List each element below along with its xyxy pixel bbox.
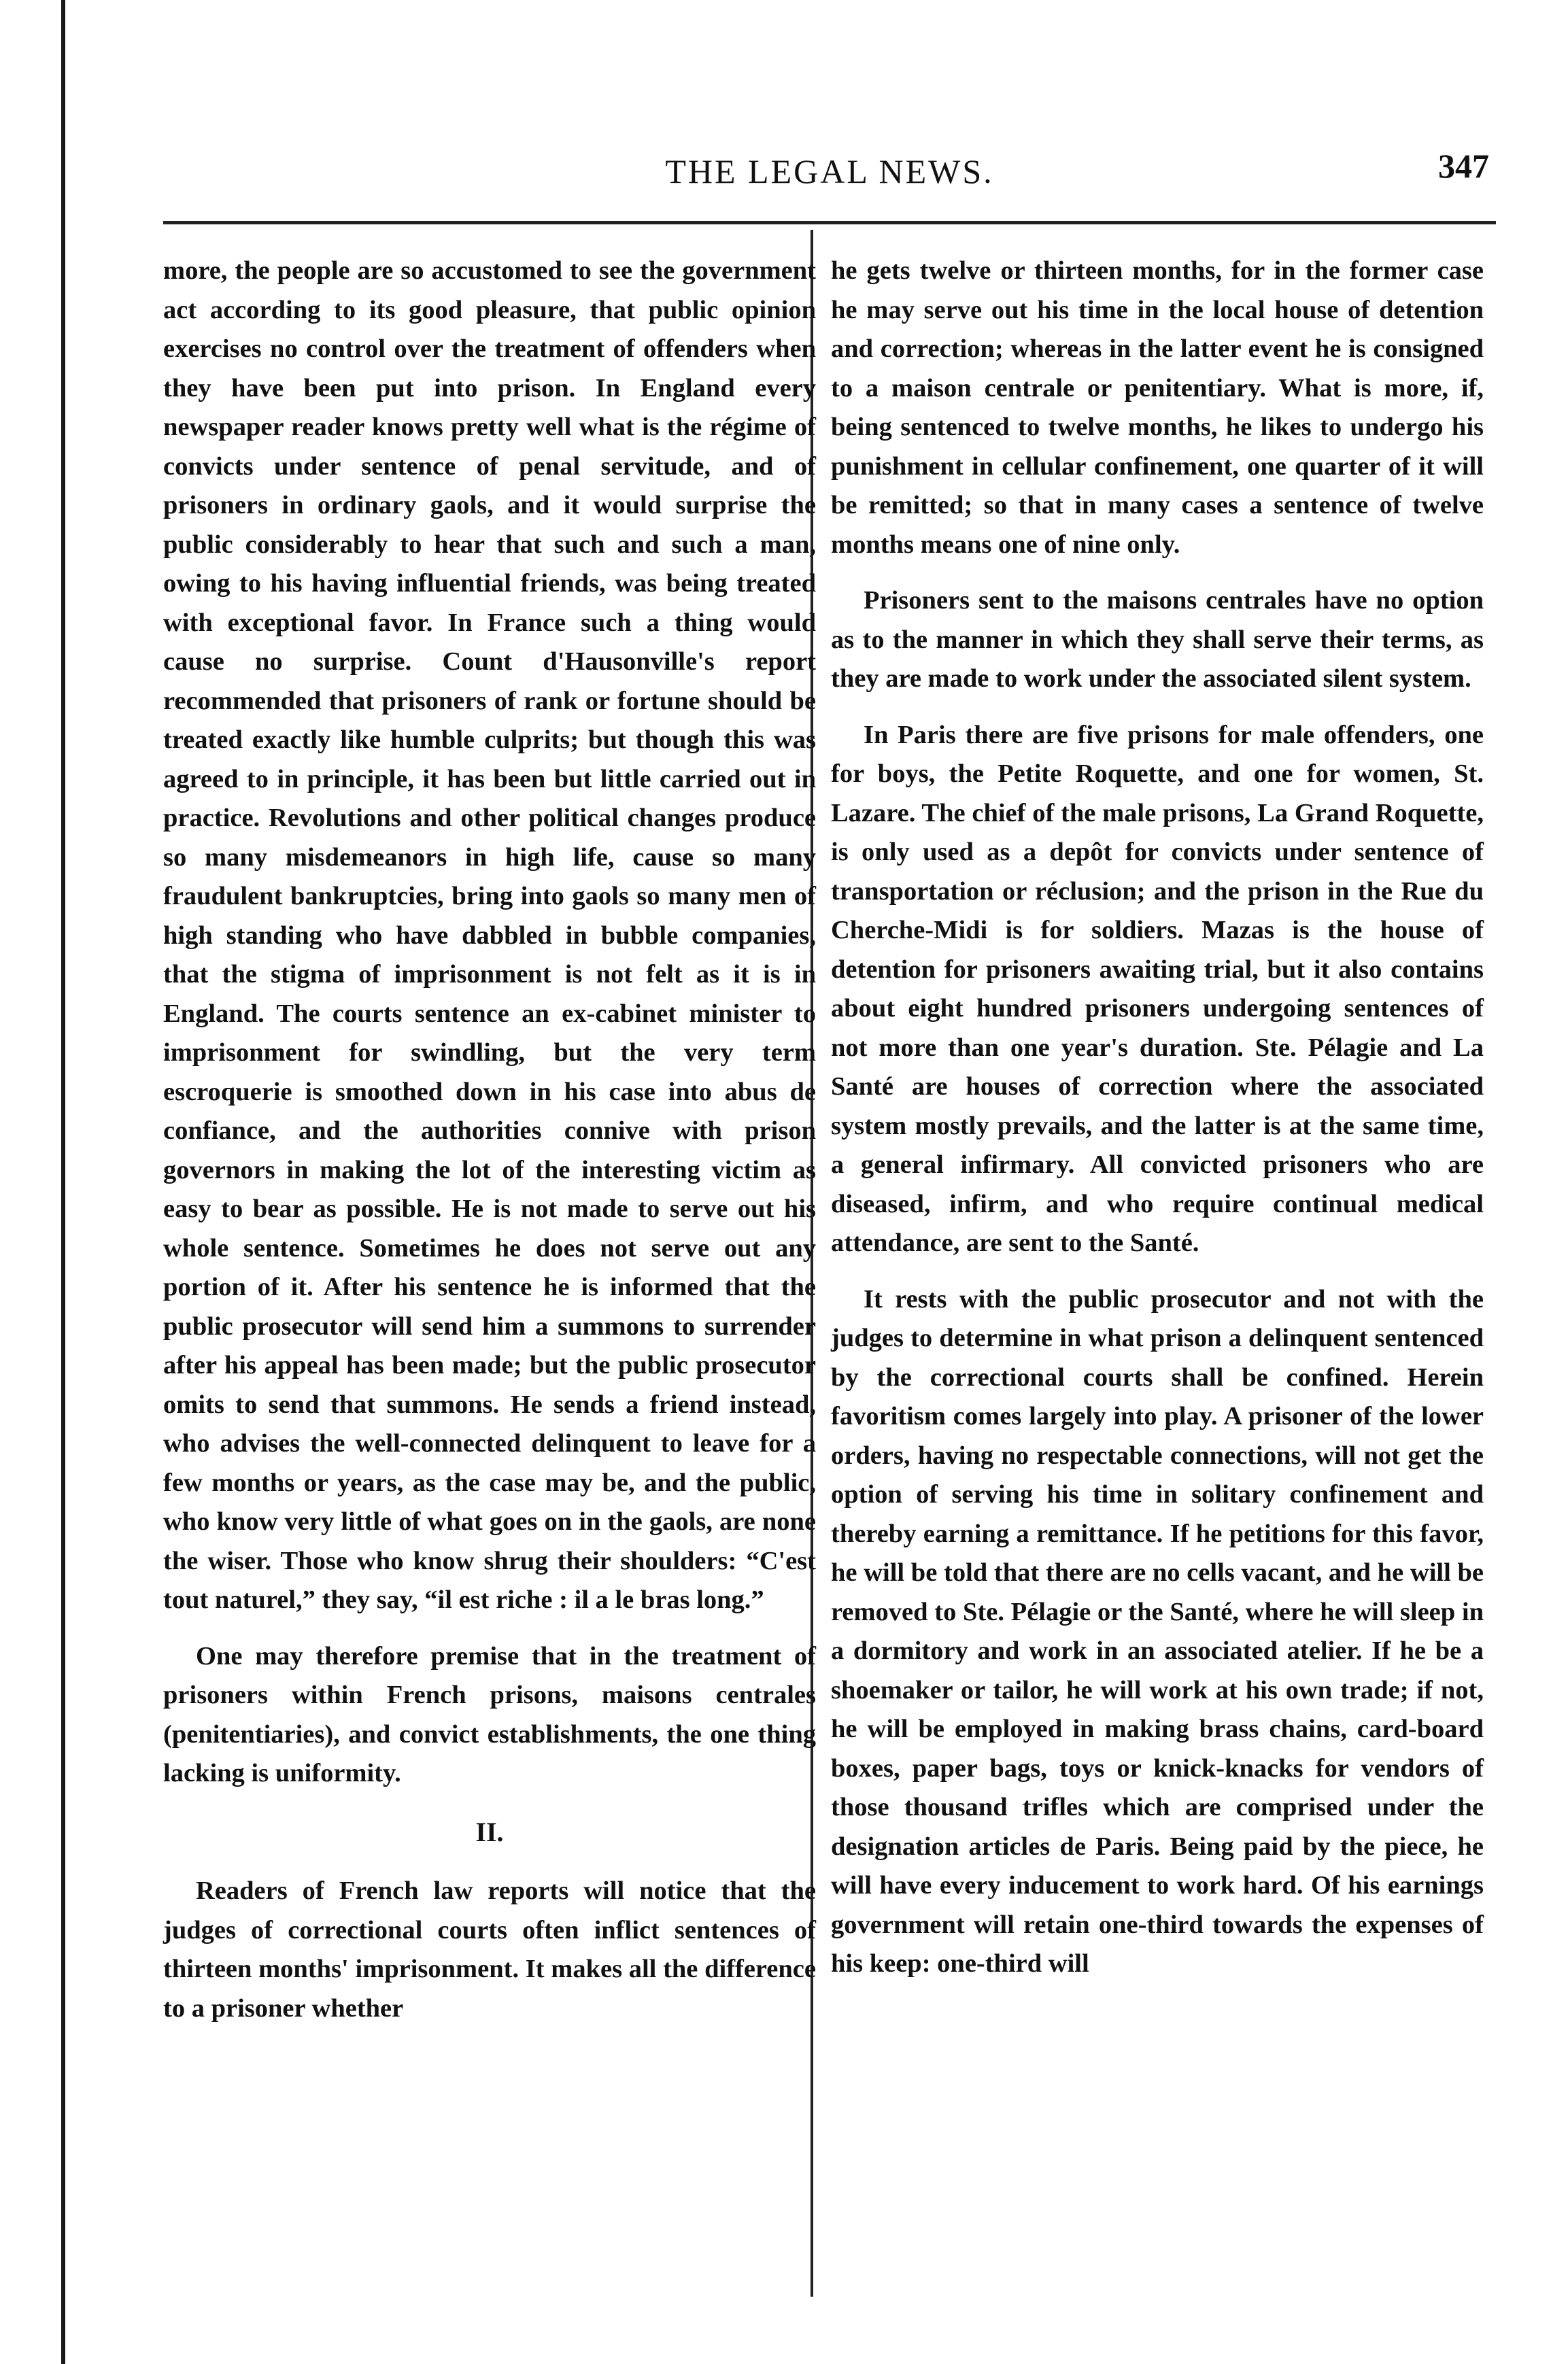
left-paragraph-1: more, the people are so accustomed to see the government act according to its good pleasure, that public opinion exercises no control over the treatment of offenders when they have been put into prison. In England every newspaper reader knows pretty well what is the régime of convicts under sentence of penal servitude, and of prisoners in ordinary gaols, and it would surprise the public considerably to hear that such and such a man, owing to his having influential friends, was being treated with exceptional favor. In France such a thing would cause no surprise. Count d'Hausonville's report recommended that prisoners of rank or fortune should be treated exactly like humble culprits; but though this was agreed to in principle, it has been but little carried out in practice. Revolutions and other political changes produce so many misdemeanors in high life, cause so many fraudulent bankruptcies, bring into gaols so many men of high standing who have dabbled in bubble companies, that the stigma of imprisonment is not felt as it is in England. The courts sentence an ex-cabinet minister to imprisonment for swindling, but the very term escroquerie is smoothed down in his case into abus de confiance, and the authorities connive with prison governors in making the lot of the interesting victim as easy to bear as possible. He is not made to serve out his whole sentence. Sometimes he does not serve out any portion of it. After his sentence he is informed that the public prosecutor will send him a summons to surrender after his appeal has been made; but the public prosecutor omits to send that summons. He sends a friend instead, who advises the well-connected delinquent to leave for a few months or years, as the case may be, and the public, who know very little of what goes on in the gaols, are none the wiser. Those who know shrug their shoulders: “C'est tout naturel,” they say, “il est riche : il a le bras long.” [163,256,816,1614]
running-title: THE LEGAL NEWS. [665,152,994,190]
right-paragraph-2: Prisoners sent to the maisons centrales have no option as to the manner in which they shall serve their terms, as they are made to work under the associated silent system. [831,586,1484,693]
right-paragraph-1: he gets twelve or thirteen months, for in the former case he may serve out his time in the local house of detention and correction; whereas in the latter event he is consigned to a maison centrale or penitentiary. What is more, if, being sentenced to twelve months, he likes to undergo his punishment in cellular confinement, one quarter of it will be remitted; so that in many cases a sentence of twelve months means one of nine only. [831,256,1484,559]
left-paragraph-2: One may therefore premise that in the treatment of prisoners within French prisons, maisons centrales (penitentiaries), and convict establishments, the one thing lacking is uniformity. [163,1641,816,1787]
right-paragraph-4: It rests with the public prosecutor and not with the judges to determine in what prison a delinquent sentenced by the correctional courts shall be confined. Herein favoritism comes largely into play. A prisoner of the lower orders, having no respectable connections, will not get the option of serving his time in solitary confinement and thereby earning a remittance. If he petitions for this favor, he will be told that there are no cells vacant, and he will be removed to Ste. Pélagie or the Santé, where he will sleep in a dormitory and work in an associated atelier. If he be a shoemaker or tailor, he will work at his own trade; if not, he will be employed in making brass chains, card-board boxes, paper bags, toys or knick-knacks for vendors of those thousand trifles which are comprised under the designation articles de Paris. Being paid by the piece, he will have every inducement to work hard. Of his earnings government will retain one-third towards the expenses of his keep: one-third will [831,1284,1484,1978]
page-header [163,146,1496,201]
right-paragraph-3: In Paris there are five prisons for male offenders, one for boys, the Petite Roquette, and one for women, St. Lazare. The chief of the male prisons, La Grand Roquette, is only used as a depôt for convicts under sentence of transportation or réclusion; and the prison in the Rue du Cherche-Midi is for soldiers. Mazas is the house of detention for prisoners awaiting trial, but it also contains about eight hundred prisoners undergoing sentences of not more than one year's duration. Ste. Pélagie and La Santé are houses of correction where the associated system mostly prevails, and the latter is at the same time, a general infirmary. All convicted prisoners who are diseased, infirm, and who require continual medical attendance, are sent to the Santé. [831,720,1484,1257]
page-binding-edge [61,0,65,2364]
left-paragraph-3: Readers of French law reports will notice that the judges of correctional courts often inflict sentences of thirteen months' imprisonment. It makes all the difference to a prisoner whether [163,1877,816,2023]
page-number: 347 [1438,147,1489,185]
right-column [831,252,1484,1984]
left-column [163,252,816,2028]
section-heading: II. [475,1816,504,1847]
header-rule [163,221,1496,224]
